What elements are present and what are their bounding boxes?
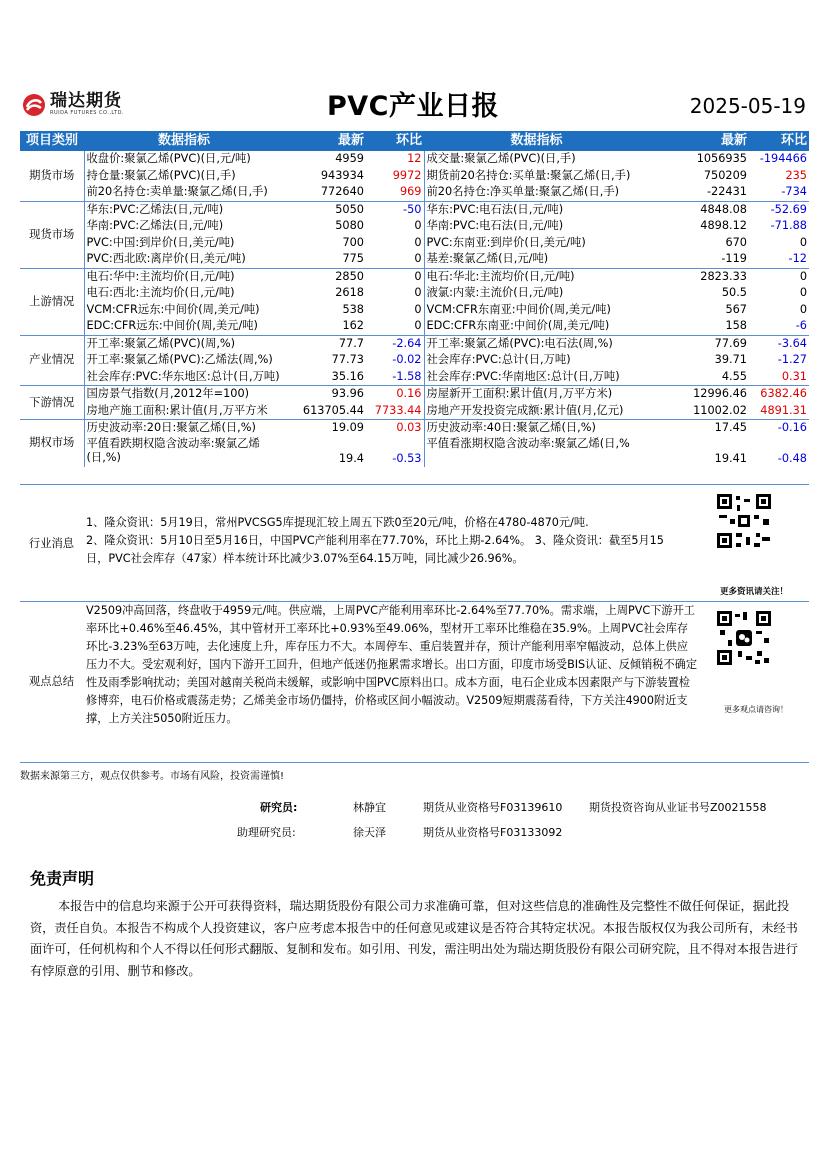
indicator-label: EDC:CFR远东:中间价(周,美元/吨) bbox=[86, 319, 258, 333]
change-value: 0 bbox=[749, 268, 809, 285]
change-value: 4891.31 bbox=[760, 403, 807, 417]
viewpoint-text: V2509冲高回落，终盘收于4959元/吨。供应端，上周PVC产能利用率环比-2.64%至77.70%。需求端，上周PVC下游开工率环比+0.46%至46.45%，其中管材开工率环比+0.93%至49.06%，型材开工率环比维稳在35.9%。上周PVC社会库存环比-3.23%至63万吨，去化速度上升，库存压力不大。本周停车、重启装置并存，预计产能利用率窄幅波动，总体上供应压力不大。受宏观利好，国内下游开工回升，但地产低迷仍拖累需求增长。出口方面，印度市场受BIS认证、反倾销税不确定性及雨季影响扰动；美国对越南关税尚未缓解，或影响中国PVC原料出口。成本方面，电石企业成本因素限产与下游装置检修博弈，电石价格或震荡走势；乙烯美金市场仍僵持，价格或区间小幅波动。V2509短期震荡看待，下方关注4900附近支撑，上方关注5050附近压力。 bbox=[86, 604, 698, 725]
viewpoint-section bbox=[20, 601, 809, 763]
latest-value: 4898.12 bbox=[700, 219, 747, 233]
indicator-label: 持仓量:聚氯乙烯(PVC)(日,手) bbox=[86, 168, 236, 182]
category-cell: 上游情况 bbox=[20, 268, 84, 335]
table-row bbox=[20, 168, 809, 185]
change-value: 7733.44 bbox=[366, 403, 424, 420]
latest-value: 2850 bbox=[284, 268, 366, 285]
indicator-label: 电石:华北:主流均价(日,元/吨) bbox=[424, 268, 649, 285]
latest-value: -119 bbox=[721, 252, 747, 266]
table-row bbox=[20, 386, 809, 403]
data-table bbox=[20, 131, 809, 467]
latest-value: 700 bbox=[342, 235, 364, 249]
latest-value: 775 bbox=[342, 252, 364, 266]
latest-value: 613705.44 bbox=[302, 403, 364, 417]
table-row bbox=[20, 235, 809, 252]
latest-value: 1056935 bbox=[696, 152, 747, 166]
latest-value: 19.09 bbox=[284, 420, 366, 437]
table-row bbox=[20, 420, 809, 437]
indicator-label: 平值看涨期权隐含波动率:聚氯乙烯(日,% bbox=[426, 436, 630, 450]
indicator-label: EDC:CFR东南亚:中间价(周,美元/吨) bbox=[426, 319, 610, 333]
indicator-label: 电石:西北:主流均价(日,元/吨) bbox=[86, 286, 235, 300]
latest-value: 4848.08 bbox=[649, 201, 749, 218]
table-row bbox=[20, 437, 809, 467]
disclaimer-body: 本报告中的信息均来源于公开可获得资料，瑞达期货股份有限公司力求准确可靠，但对这些信息的准确性及完整性不做任何保证，据此投资，责任自负。本报告不构成个人投资建议，客户应考虑本报告中的任何意见或建议是否符合其特定状况。本报告版权仅为我公司所有，未经书面许可，任何机构和个人不得以任何形式翻版、复制和发布。如引用、刊发，需注明出处为瑞达期货股份有限公司研究院，且不得对本报告进行有悖原意的引用、删节和修改。 bbox=[30, 899, 798, 978]
indicator-label: 社会库存:PVC:总计(日,万吨) bbox=[426, 353, 571, 367]
latest-value: 11002.02 bbox=[693, 403, 747, 417]
indicator-label: 华南:PVC:电石法(日,元/吨) bbox=[426, 219, 564, 233]
indicator-label: 开工率:聚氯乙烯(PVC)(周,%) bbox=[84, 335, 284, 352]
researcher-name: 林静宜 bbox=[353, 801, 386, 814]
latest-value: 77.7 bbox=[284, 335, 366, 352]
latest-value: 750209 bbox=[703, 168, 747, 182]
brand-name-en: RUIDA FUTURES CO.,LTD. bbox=[50, 110, 125, 116]
indicator-label: 房地产开发投资完成额:累计值(月,亿元) bbox=[426, 403, 624, 417]
qr-code-icon bbox=[716, 493, 772, 549]
indicator-label: 历史波动率:20日:聚氯乙烯(日,%) bbox=[84, 420, 284, 437]
change-value: -1.58 bbox=[366, 369, 424, 386]
header-indicator-2: 数据指标 bbox=[424, 131, 649, 151]
latest-value: 77.69 bbox=[649, 335, 749, 352]
change-value: -0.16 bbox=[749, 420, 809, 437]
latest-value: 39.71 bbox=[714, 353, 747, 367]
indicator-label: 国房景气指数(月,2012年=100) bbox=[84, 386, 284, 403]
table-row bbox=[20, 302, 809, 319]
indicator-label: 前20名持仓:净买单量:聚氯乙烯(日,手) bbox=[426, 185, 620, 199]
change-value: -0.48 bbox=[777, 451, 807, 465]
header-latest-2: 最新 bbox=[649, 131, 749, 151]
change-value: 0 bbox=[366, 318, 424, 335]
disclaimer-title: 免责声明 bbox=[30, 869, 95, 888]
change-value: 0 bbox=[366, 285, 424, 302]
latest-value: -22431 bbox=[706, 185, 747, 199]
indicator-label: 收盘价:聚氯乙烯(PVC)(日,元/吨) bbox=[86, 152, 251, 166]
indicator-label: PVC:东南亚:到岸价(日,美元/吨) bbox=[426, 235, 586, 249]
latest-value: 12996.46 bbox=[649, 386, 749, 403]
change-value: -0.53 bbox=[366, 437, 424, 467]
latest-value: 50.5 bbox=[721, 286, 747, 300]
indicator-label: 期货前20名持仓:买单量:聚氯乙烯(日,手) bbox=[426, 168, 631, 182]
latest-value: 19.41 bbox=[714, 451, 747, 465]
table-row bbox=[20, 369, 809, 386]
indicator-label: 历史波动率:40日:聚氯乙烯(日,%) bbox=[424, 420, 649, 437]
latest-value: 670 bbox=[725, 235, 747, 249]
table-row bbox=[20, 268, 809, 285]
header-change: 环比 bbox=[366, 131, 424, 151]
indicator-label: 华东:PVC:乙烯法(日,元/吨) bbox=[84, 201, 284, 218]
indicator-label: VCM:CFR远东:中间价(周,美元/吨) bbox=[86, 302, 260, 316]
change-value: -50 bbox=[366, 201, 424, 218]
change-value: 0 bbox=[366, 268, 424, 285]
latest-value: 567 bbox=[725, 302, 747, 316]
qr-code-icon bbox=[716, 610, 772, 666]
researcher-roles bbox=[237, 795, 298, 845]
change-value: 0.03 bbox=[366, 420, 424, 437]
table-row bbox=[20, 285, 809, 302]
table-row bbox=[20, 335, 809, 352]
indicator-label: 房屋新开工面积:累计值(月,万平方米) bbox=[424, 386, 649, 403]
researcher-cert-2: 期货投资咨询从业证书号Z0021558 bbox=[589, 801, 767, 814]
assistant-name: 徐天泽 bbox=[353, 826, 386, 839]
section-label: 行业消息 bbox=[28, 537, 75, 550]
change-value: 6382.46 bbox=[749, 386, 809, 403]
category-cell: 现货市场 bbox=[20, 201, 84, 268]
category-cell: 期权市场 bbox=[20, 420, 84, 467]
latest-value: 77.73 bbox=[331, 353, 364, 367]
industry-news-section bbox=[20, 484, 809, 602]
change-value: 0 bbox=[366, 218, 424, 235]
table-row bbox=[20, 218, 809, 235]
latest-value: 5050 bbox=[284, 201, 366, 218]
assistant-cert: 期货从业资格号F03133092 bbox=[423, 826, 563, 839]
change-value: 0 bbox=[366, 251, 424, 268]
category-cell: 期货市场 bbox=[20, 151, 84, 201]
change-value: 0 bbox=[799, 302, 807, 316]
indicator-label: 开工率:聚氯乙烯(PVC):乙烯法(周,%) bbox=[86, 353, 273, 367]
researcher-names bbox=[353, 795, 386, 845]
change-value: -2.64 bbox=[366, 335, 424, 352]
latest-value: 4.55 bbox=[721, 369, 747, 383]
indicator-label: 社会库存:PVC:华东地区:总计(日,万吨) bbox=[86, 369, 280, 383]
table-row bbox=[20, 184, 809, 201]
latest-value: 4959 bbox=[335, 152, 364, 166]
change-value: 0 bbox=[366, 302, 424, 319]
change-value: -52.69 bbox=[749, 201, 809, 218]
researcher-role: 研究员: bbox=[260, 801, 298, 814]
table-row bbox=[20, 352, 809, 369]
change-value: 0 bbox=[366, 235, 424, 252]
assistant-role: 助理研究员: bbox=[237, 826, 296, 839]
indicator-label: PVC:中国:到岸价(日,美元/吨) bbox=[86, 235, 235, 249]
header-latest: 最新 bbox=[284, 131, 366, 151]
indicator-label: VCM:CFR东南亚:中间价(周,美元/吨) bbox=[426, 302, 611, 316]
change-value: -194466 bbox=[759, 152, 807, 166]
table-row bbox=[20, 251, 809, 268]
table-row bbox=[20, 201, 809, 218]
latest-value: 17.45 bbox=[649, 420, 749, 437]
change-value: 12 bbox=[366, 151, 424, 168]
latest-value: 772640 bbox=[320, 185, 364, 199]
table-row bbox=[20, 318, 809, 335]
report-title: PVC产业日报 bbox=[327, 91, 499, 122]
industry-news-text: 1、隆众资讯：5月19日，常州PVCSG5库提现汇较上周五下跌0至20元/吨，价格在4780-4870元/吨. 2、隆众资讯：5月10日至5月16日，中国PVC产能利用率在77.70%，环比上期-2.64%。 3、隆众资讯：截至5月15日，PVC社会库存（47家）样本统计环比减少3.07%至64.15万吨，同比减少26.96%。 bbox=[86, 516, 664, 565]
change-value: 235 bbox=[785, 168, 807, 182]
indicator-label: 社会库存:PVC:华南地区:总计(日,万吨) bbox=[426, 369, 620, 383]
latest-value: 538 bbox=[342, 302, 364, 316]
change-value: 0 bbox=[799, 286, 807, 300]
latest-value: 162 bbox=[342, 319, 364, 333]
qr-caption: 更多资讯请关注！ bbox=[720, 587, 789, 597]
latest-value: 35.16 bbox=[331, 369, 364, 383]
change-value: -0.02 bbox=[366, 352, 424, 369]
change-value: 9972 bbox=[366, 168, 424, 185]
change-value: -734 bbox=[781, 185, 807, 199]
report-date: 2025-05-19 bbox=[689, 94, 806, 118]
latest-value: 158 bbox=[725, 319, 747, 333]
table-row bbox=[20, 403, 809, 420]
researcher-certs-2 bbox=[589, 795, 767, 820]
change-value: 0.16 bbox=[366, 386, 424, 403]
header-category: 项目类别 bbox=[20, 131, 84, 151]
change-value: -6 bbox=[795, 319, 807, 333]
indicator-label: 华南:PVC:乙烯法(日,元/吨) bbox=[86, 219, 224, 233]
change-value: -3.64 bbox=[749, 335, 809, 352]
section-label: 观点总结 bbox=[28, 675, 75, 688]
category-cell: 产业情况 bbox=[20, 335, 84, 386]
category-cell: 下游情况 bbox=[20, 386, 84, 420]
table-header-row bbox=[20, 131, 809, 151]
change-value: 969 bbox=[366, 184, 424, 201]
change-value: -12 bbox=[788, 252, 807, 266]
table-row bbox=[20, 151, 809, 168]
indicator-label: 开工率:聚氯乙烯(PVC):电石法(周,%) bbox=[424, 335, 649, 352]
latest-value: 5080 bbox=[335, 219, 364, 233]
latest-value: 943934 bbox=[320, 168, 364, 182]
table-body bbox=[20, 151, 809, 467]
indicator-label: 液氯:内蒙:主流价(日,元/吨) bbox=[426, 286, 564, 300]
header-change-2: 环比 bbox=[749, 131, 809, 151]
indicator-label: 前20名持仓:卖单量:聚氯乙烯(日,手) bbox=[86, 185, 268, 199]
indicator-label: 房地产施工面积:累计值(月,万平方米 bbox=[86, 403, 268, 417]
change-value: -1.27 bbox=[777, 353, 807, 367]
indicator-label: 成交量:聚氯乙烯(PVC)(日,手) bbox=[426, 152, 576, 166]
latest-value: 2823.33 bbox=[649, 268, 749, 285]
change-value: 0 bbox=[799, 235, 807, 249]
indicator-label: 基差:聚氯乙烯(日,元/吨) bbox=[426, 252, 549, 266]
researcher-certs bbox=[423, 795, 562, 845]
latest-value: 93.96 bbox=[284, 386, 366, 403]
indicator-label: 电石:华中:主流均价(日,元/吨) bbox=[84, 268, 284, 285]
researcher-cert: 期货从业资格号F03139610 bbox=[423, 801, 563, 814]
latest-value: 19.4 bbox=[338, 451, 364, 465]
change-value: 0.31 bbox=[781, 369, 807, 383]
header-indicator: 数据指标 bbox=[84, 131, 284, 151]
indicator-label: PVC:西北欧:离岸价(日,美元/吨) bbox=[86, 252, 246, 266]
qr-caption: 更多观点请咨询！ bbox=[724, 705, 788, 714]
indicator-label: 华东:PVC:电石法(日,元/吨) bbox=[424, 201, 649, 218]
brand-name: 瑞达期货 bbox=[50, 91, 122, 111]
indicator-label: 平值看跌期权隐含波动率:聚氯乙烯(日,%) bbox=[86, 436, 260, 464]
latest-value: 2618 bbox=[335, 286, 364, 300]
change-value: -71.88 bbox=[770, 219, 807, 233]
data-source-note: 数据来源第三方，观点仅供参考。市场有风险，投资需谨慎! bbox=[20, 771, 285, 782]
